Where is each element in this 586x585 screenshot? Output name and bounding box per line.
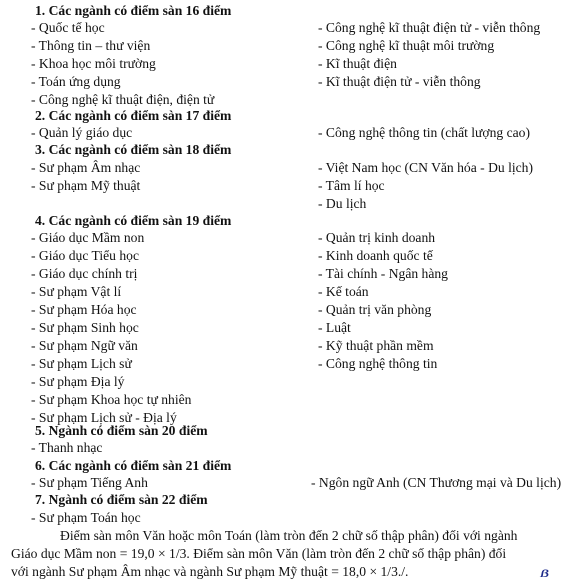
s2-left-item: - Quản lý giáo dục	[31, 125, 133, 140]
s1-left-item: - Quốc tế học	[31, 20, 105, 35]
s4-left-item: - Sư phạm Địa lý	[31, 374, 125, 389]
s1-right-item: - Kĩ thuật điện	[318, 56, 397, 71]
s4-right-item: - Kỹ thuật phần mềm	[318, 338, 434, 353]
section-5-title: 5. Ngành có điểm sàn 20 điểm	[35, 423, 208, 438]
section-7-title: 7. Ngành có điểm sàn 22 điểm	[35, 492, 208, 507]
s4-left-item: - Sư phạm Hóa học	[31, 302, 137, 317]
s4-left-item: - Giáo dục Tiểu học	[31, 248, 139, 263]
s4-right-item: - Kế toán	[318, 284, 369, 299]
s4-left-item: - Sư phạm Lịch sử - Địa lý	[31, 410, 177, 425]
s4-left-item: - Sư phạm Khoa học tự nhiên	[31, 392, 192, 407]
s4-left-item: - Giáo dục Mầm non	[31, 230, 145, 245]
s5-left-item: - Thanh nhạc	[31, 440, 103, 455]
section-6-title: 6. Các ngành có điểm sàn 21 điểm	[35, 458, 232, 473]
s4-right-item: - Kinh doanh quốc tế	[318, 248, 433, 263]
s1-right-item: - Kĩ thuật điện tử - viễn thông	[318, 74, 481, 89]
s4-left-item: - Sư phạm Sinh học	[31, 320, 139, 335]
s6-right-item: - Ngôn ngữ Anh (CN Thương mại và Du lịch)	[311, 475, 562, 490]
s1-left-item: - Thông tin – thư viện	[31, 38, 151, 53]
s1-left-item: - Công nghệ kĩ thuật điện, điện tử	[31, 92, 215, 107]
section-3-title: 3. Các ngành có điểm sàn 18 điểm	[35, 142, 232, 157]
s6-left-item: - Sư phạm Tiếng Anh	[31, 475, 148, 490]
s7-left-item: - Sư phạm Toán học	[31, 510, 141, 525]
section-4-title: 4. Các ngành có điểm sàn 19 điểm	[35, 213, 232, 228]
s3-left-item: - Sư phạm Âm nhạc	[31, 160, 141, 175]
s4-left-item: - Sư phạm Vật lí	[31, 284, 122, 299]
s3-right-item: - Việt Nam học (CN Văn hóa - Du lịch)	[318, 160, 533, 175]
s3-right-item: - Tâm lí học	[318, 178, 385, 193]
s1-right-item: - Công nghệ kĩ thuật môi trường	[318, 38, 495, 53]
s4-left-item: - Sư phạm Lịch sử	[31, 356, 132, 371]
s4-left-item: - Sư phạm Ngữ văn	[31, 338, 138, 353]
s4-right-item: - Tài chính - Ngân hàng	[318, 266, 448, 281]
s4-right-item: - Quản trị văn phòng	[318, 302, 432, 317]
section-2-title: 2. Các ngành có điểm sàn 17 điểm	[35, 108, 232, 123]
s4-right-item: - Quản trị kinh doanh	[318, 230, 436, 245]
s3-right-item: - Du lịch	[318, 196, 367, 211]
s3-left-item: - Sư phạm Mỹ thuật	[31, 178, 141, 193]
handwritten-initial-mark: ẞ	[540, 566, 549, 580]
note-line-3: với ngành Sư phạm Âm nhạc và ngành Sư phạm Mỹ thuật = 18,0 × 1/3./.	[11, 564, 409, 579]
s1-left-item: - Khoa học môi trường	[31, 56, 156, 71]
s4-left-item: - Giáo dục chính trị	[31, 266, 138, 281]
note-line-1: Điểm sàn môn Văn hoặc môn Toán (làm tròn đến 2 chữ số thập phân) đối với ngành	[60, 528, 518, 543]
s4-right-item: - Luật	[318, 320, 351, 335]
s1-right-item: - Công nghệ kĩ thuật điện tử - viễn thông	[318, 20, 541, 35]
s1-left-item: - Toán ứng dụng	[31, 74, 121, 89]
note-line-2: Giáo dục Mầm non = 19,0 × 1/3. Điểm sàn môn Văn (làm tròn đến 2 chữ số thập phân) đối	[11, 546, 507, 561]
s2-right-item: - Công nghệ thông tin (chất lượng cao)	[318, 125, 530, 140]
section-1-title: 1. Các ngành có điểm sàn 16 điểm	[35, 3, 232, 18]
s4-right-item: - Công nghệ thông tin	[318, 356, 438, 371]
